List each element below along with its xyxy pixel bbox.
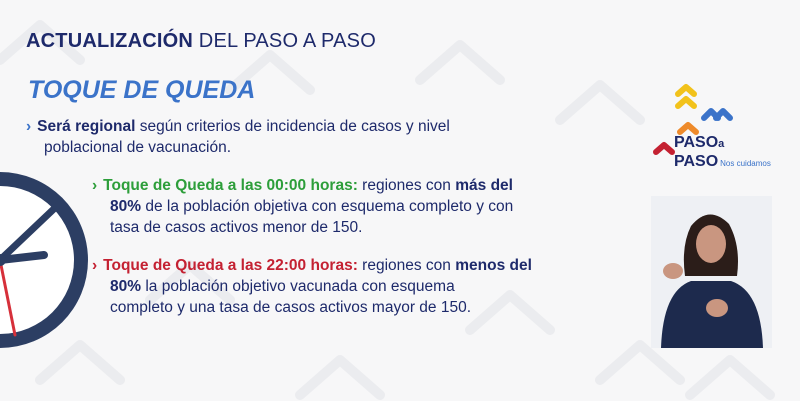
curfew-midnight-t2: de la población objetiva con esquema completo y con xyxy=(145,198,514,215)
curfew-ten-b1: menos del xyxy=(455,257,532,274)
curfew-midnight-b1: más del xyxy=(455,177,513,194)
curfew-ten-t1: regiones con xyxy=(362,257,451,274)
bullet-curfew-midnight xyxy=(92,175,637,238)
bullet-regional-text2: poblacional de vacunación. xyxy=(44,139,231,156)
clock-icon xyxy=(0,160,90,360)
chevron-right-icon: › xyxy=(92,257,98,274)
chevron-right-icon: › xyxy=(26,118,32,135)
curfew-ten-t3: completo y una tasa de casos activos mayor de 150. xyxy=(110,299,472,316)
curfew-midnight-label: Toque de Queda a las 00:00 horas: xyxy=(103,177,358,194)
header-title-bold: ACTUALIZACIÓN xyxy=(26,30,194,52)
logo-line2: PASO xyxy=(674,153,719,170)
curfew-midnight-t1: regiones con xyxy=(362,177,451,194)
logo-wordmark xyxy=(674,134,771,172)
bullet-regional-text1: según criterios de incidencia de casos y nivel xyxy=(139,118,450,135)
logo-line1: PASO xyxy=(674,134,719,151)
curfew-midnight-b2: 80% xyxy=(110,198,142,215)
curfew-ten-t2: la población objetivo vacunada con esquema xyxy=(145,278,455,295)
header-title-rest: DEL PASO A PASO xyxy=(198,30,376,52)
bullet-curfew-ten xyxy=(92,255,637,318)
section-title: TOQUE DE QUEDA xyxy=(28,76,256,104)
bullet-regional xyxy=(26,116,546,158)
page-header xyxy=(26,30,376,53)
curfew-ten-label: Toque de Queda a las 22:00 horas: xyxy=(103,257,358,274)
curfew-midnight-t3: tasa de casos activos menor de 150. xyxy=(110,219,363,236)
sign-language-interpreter-video xyxy=(651,196,772,348)
logo-line1-small: a xyxy=(718,138,725,150)
curfew-ten-b2: 80% xyxy=(110,278,142,295)
interpreter-figure xyxy=(651,196,772,348)
bullet-regional-bold: Será regional xyxy=(37,118,136,135)
chevron-right-icon: › xyxy=(92,177,98,194)
logo-tagline: Nos cuidamos xyxy=(720,159,771,168)
